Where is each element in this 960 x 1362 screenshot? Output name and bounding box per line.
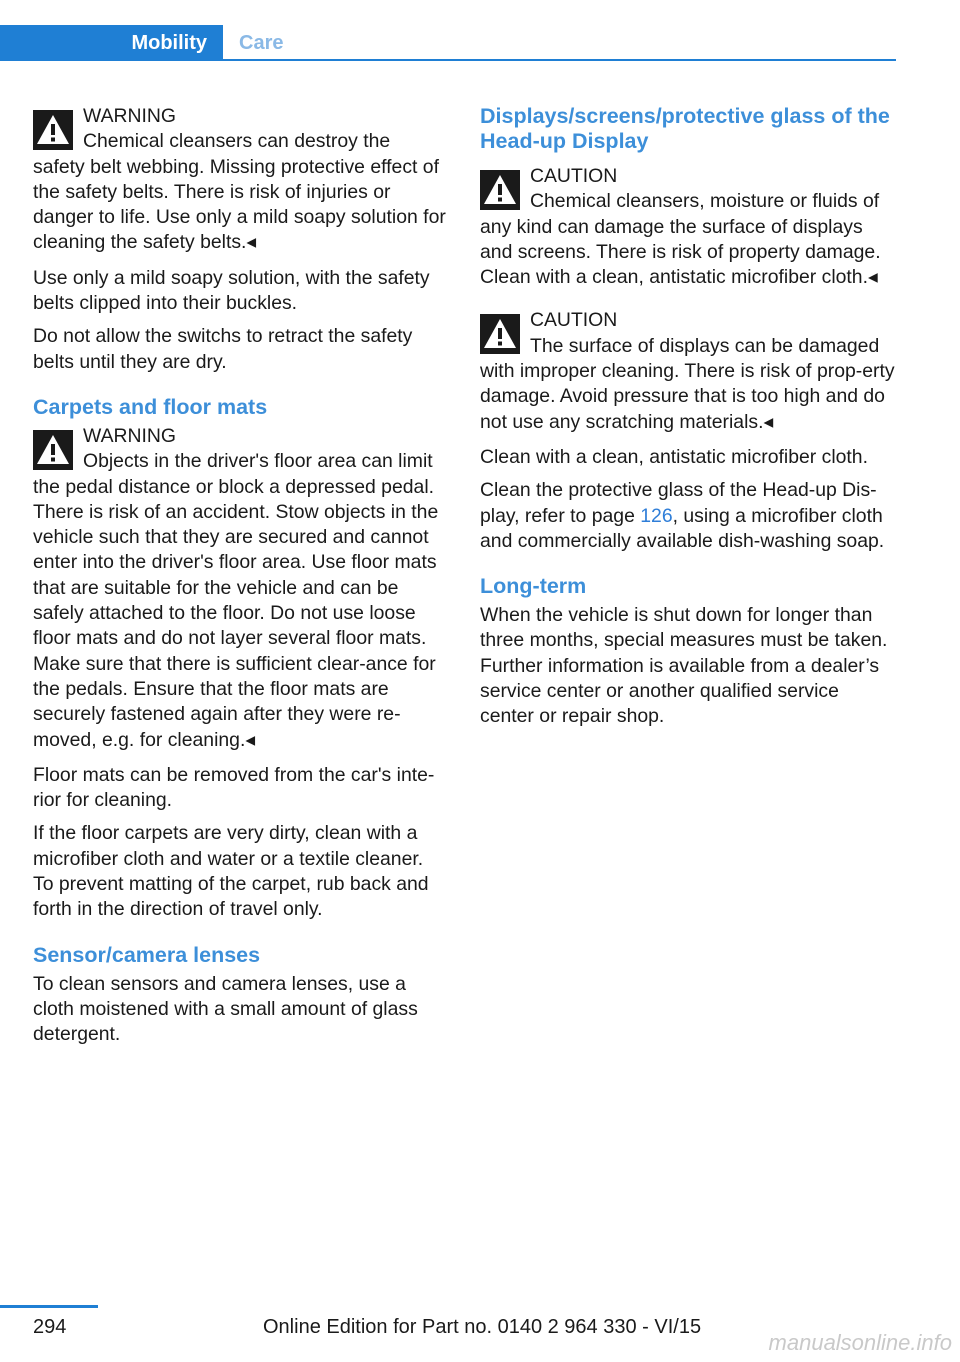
warning-callout [33, 424, 447, 753]
callout-text: the pedal distance or block a depressed pedal. There is risk of an accident. Stow objects in the vehicle such that they are secured and cannot enter into the driver's floor area. Use floor mats that are suitable for the vehicle and can be safely attached to the floor. Do not use loose floor mats and do not layer several floor mats. Make sure that there is sufficient clear‐ance for the pedals. Ensure that the floor mats are securely fastened again after they were re‐moved, e.g. for cleaning.◂ [33, 475, 439, 751]
paragraph: Clean with a clean, antistatic microfiber cloth. [480, 445, 868, 468]
callout-title: WARNING [83, 105, 176, 127]
callout-text: safety belt webbing. Missing protective effect of the safety belts. There is risk of injuries or danger to life. Use only a mild soapy solution for cleaning the safety belts.◂ [33, 155, 446, 254]
caution-callout [480, 308, 898, 434]
callout-text-first-line: Objects in the driver's floor area can limit [83, 450, 433, 473]
callout-title: CAUTION [530, 165, 618, 187]
left-column [33, 104, 447, 1056]
section-heading: Displays/screens/protective glass of the Head-up Display [480, 104, 890, 153]
section-heading: Long-term [480, 574, 587, 599]
callout-text: with improper cleaning. There is risk of prop‐erty damage. Avoid pressure that is too high and do not use any scratching materials.◂ [480, 360, 895, 433]
paragraph: Do not allow the switchs to retract the safety belts until they are dry. [33, 325, 413, 373]
paragraph [480, 478, 898, 554]
tab-mobility[interactable]: Mobility [0, 25, 223, 61]
callout-text-first-line: The surface of displays can be damaged [530, 334, 880, 357]
warning-triangle-icon [480, 314, 520, 354]
warning-triangle-icon [480, 170, 520, 210]
section-longterm [480, 574, 898, 729]
watermark: manualsonline.info [768, 1330, 952, 1355]
header-divider [0, 59, 896, 61]
paragraph: Floor mats can be removed from the car's inte‐rior for cleaning. [33, 763, 435, 812]
paragraph: When the vehicle is shut down for longer than three months, special measures must be taken. Further information is available from a dealer’s service center or another qualified service center or repair shop. [480, 604, 888, 728]
paragraph: To clean sensors and camera lenses, use a cloth moistened with a small amount of glass detergent. [33, 972, 418, 1046]
paragraph-text: , using a microfiber cloth and commercially available dish-washing soap. [480, 504, 885, 552]
paragraph: If the floor carpets are very dirty, clean with a microfiber cloth and water or a textile cleaner. To prevent matting of the carpet, rub back and forth in the direction of travel only. [33, 822, 429, 921]
section-displays [480, 104, 898, 554]
caution-callout [480, 164, 898, 290]
section-heading: Sensor/camera lenses [33, 942, 261, 967]
warning-callout [33, 104, 447, 256]
section-heading: Carpets and floor mats [33, 394, 268, 419]
right-column [480, 104, 898, 738]
edition-label: Online Edition for Part no. 0140 2 964 330 - VI/15 [263, 1316, 702, 1338]
warning-triangle-icon [33, 430, 73, 470]
paragraph-text: Clean the protective glass of the Head-up Dis‐play, refer to page [480, 479, 877, 527]
paragraph: Use only a mild soapy solution, with the safety belts clipped into their buckles. [33, 266, 430, 315]
section-carpets [33, 395, 447, 923]
chapter-tabs [0, 25, 896, 61]
warning-triangle-icon [33, 110, 73, 150]
callout-text-first-line: Chemical cleansers can destroy the [83, 130, 391, 153]
section-sensor [33, 943, 447, 1048]
page-reference-link[interactable]: 126 [640, 504, 673, 527]
callout-text: any kind can damage the surface of displays and screens. There is risk of property damage. Clean with a clean, antistatic microfiber cloth.◂ [480, 215, 881, 289]
callout-text-first-line: Chemical cleansers, moisture or fluids of [530, 190, 880, 213]
page-number: 294 [33, 1316, 67, 1338]
tab-care[interactable]: Care [239, 32, 284, 54]
callout-title: WARNING [83, 424, 176, 447]
footer-divider [0, 1305, 98, 1308]
callout-title: CAUTION [530, 309, 618, 332]
